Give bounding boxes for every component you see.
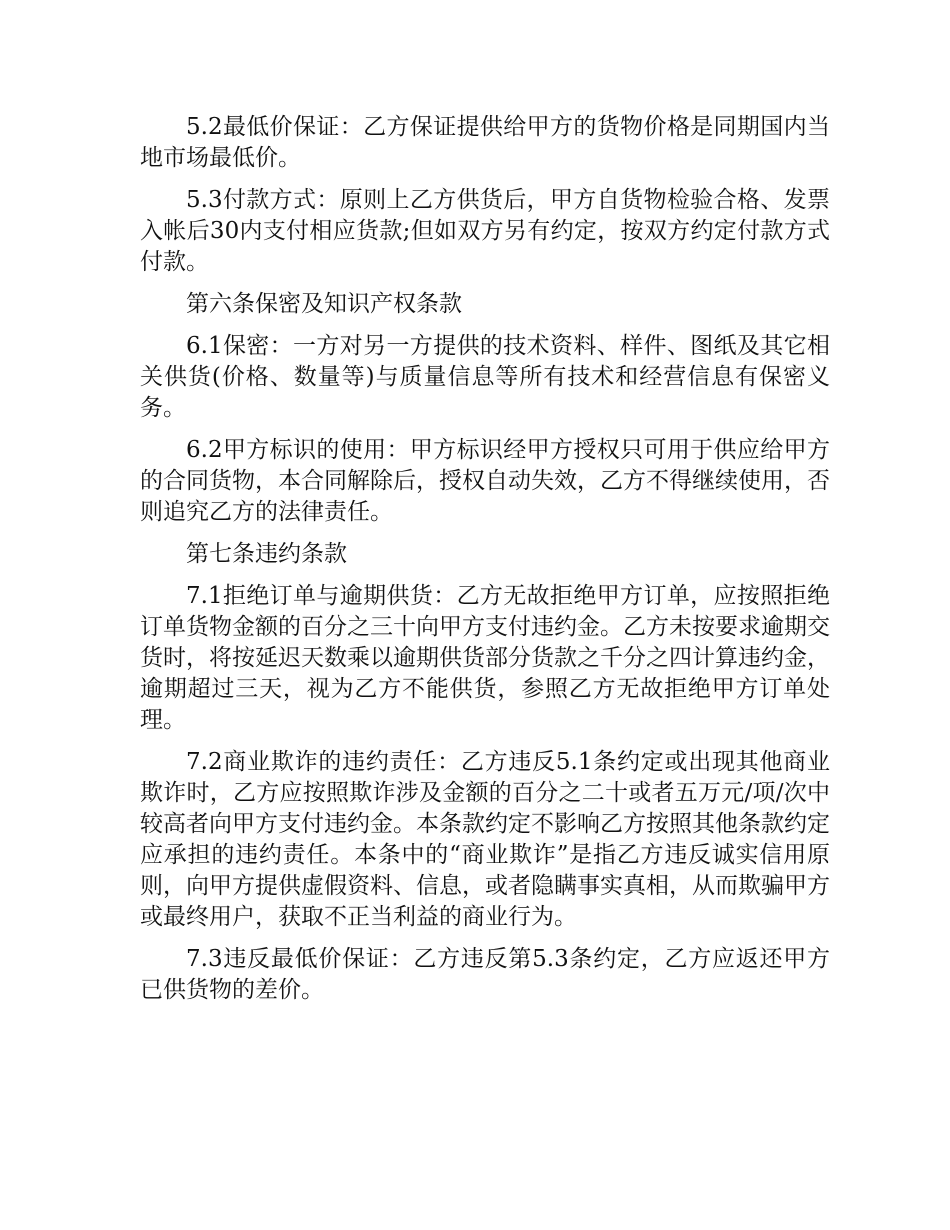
clause-7-1: 7.1拒绝订单与逾期供货：乙方无故拒绝甲方订单，应按照拒绝订单货物金额的百分之三十向甲方支付违约金。乙方未按要求逾期交货时，将按延迟天数乘以逾期供货部分货款之千分之四计算违约金，逾期超过三天，视为乙方不能供货，参照乙方无故拒绝甲方订单处理。	[140, 583, 830, 733]
clause-5-2: 5.2最低价保证：乙方保证提供给甲方的货物价格是同期国内当地市场最低价。	[140, 114, 830, 171]
clause-7-3: 7.3违反最低价保证：乙方违反第5.3条约定，乙方应返还甲方已供货物的差价。	[140, 946, 830, 1003]
clause-5-3: 5.3付款方式：原则上乙方供货后，甲方自货物检验合格、发票入帐后30内支付相应货款;但如双方另有约定，按双方约定付款方式付款。	[140, 187, 830, 275]
article-7-heading: 第七条违约条款	[186, 541, 347, 567]
article-6-heading: 第六条保密及知识产权条款	[186, 291, 462, 317]
clause-7-2: 7.2商业欺诈的违约责任：乙方违反5.1条约定或出现其他商业欺诈时，乙方应按照欺诈涉及金额的百分之二十或者五万元/项/次中较高者向甲方支付违约金。本条款约定不影响乙方按照其他条款约定应承担的违约责任。本条中的“商业欺诈”是指乙方违反诚实信用原则，向甲方提供虚假资料、信息，或者隐瞒事实真相，从而欺骗甲方或最终用户，获取不正当利益的商业行为。	[140, 749, 830, 930]
clause-6-1: 6.1保密：一方对另一方提供的技术资料、样件、图纸及其它相关供货(价格、数量等)与质量信息等所有技术和经营信息有保密义务。	[140, 333, 830, 421]
document-page	[140, 112, 830, 1017]
clause-6-2: 6.2甲方标识的使用：甲方标识经甲方授权只可用于供应给甲方的合同货物，本合同解除后，授权自动失效，乙方不得继续使用，否则追究乙方的法律责任。	[140, 437, 830, 525]
